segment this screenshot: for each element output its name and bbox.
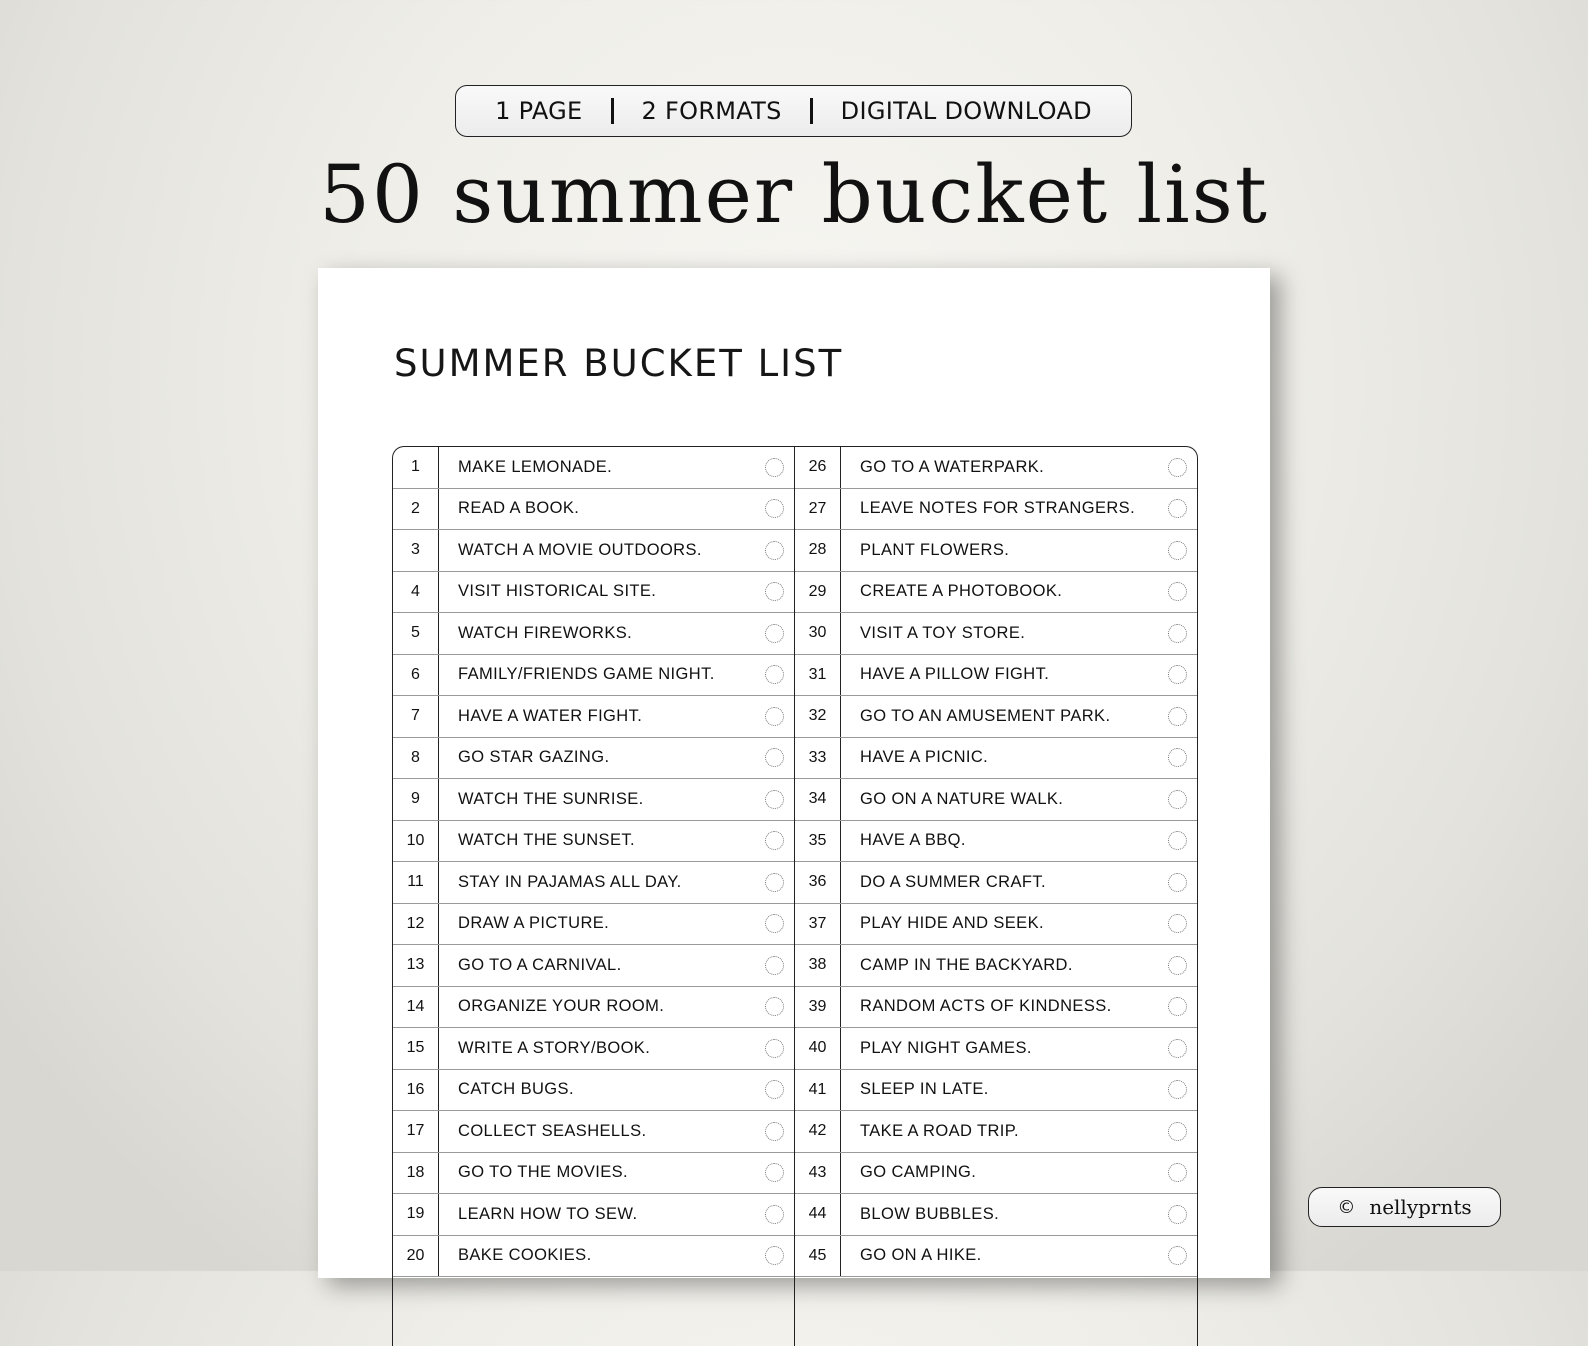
checkbox-circle-icon[interactable] (765, 956, 784, 975)
checkbox-circle-icon[interactable] (765, 1039, 784, 1058)
list-item (795, 987, 1197, 1029)
banner-pages: 1 PAGE (495, 97, 583, 125)
item-text: CREATE A PHOTOBOOK. (860, 582, 1063, 601)
item-number: 32 (795, 696, 841, 737)
list-item (393, 447, 794, 489)
item-number: 36 (795, 862, 841, 903)
banner-formats: 2 FORMATS (641, 97, 782, 125)
item-number: 42 (795, 1111, 841, 1152)
item-number: 37 (795, 904, 841, 945)
checkbox-circle-icon[interactable] (765, 624, 784, 643)
list-item (393, 904, 794, 946)
list-item (795, 696, 1197, 738)
item-text: COLLECT SEASHELLS. (458, 1121, 647, 1140)
item-number: 9 (393, 779, 439, 820)
item-number: 6 (393, 655, 439, 696)
credit-badge (1308, 1187, 1501, 1227)
checkbox-circle-icon[interactable] (1168, 914, 1187, 933)
list-item (795, 1153, 1197, 1195)
list-item (795, 1070, 1197, 1112)
item-text: GO ON A NATURE WALK. (860, 789, 1064, 808)
item-text: HAVE A WATER FIGHT. (458, 706, 643, 725)
item-number: 20 (393, 1236, 439, 1277)
item-text: GO ON A HIKE. (860, 1246, 982, 1265)
item-text: HAVE A BBQ. (860, 831, 966, 850)
checkbox-circle-icon[interactable] (1168, 790, 1187, 809)
item-text: GO TO A CARNIVAL. (458, 955, 622, 974)
banner-divider (810, 98, 813, 124)
item-text: VISIT HISTORICAL SITE. (458, 582, 657, 601)
checkbox-circle-icon[interactable] (1168, 458, 1187, 477)
item-text: PLAY NIGHT GAMES. (860, 1038, 1032, 1057)
item-text: GO TO A WATERPARK. (860, 457, 1045, 476)
item-text: HAVE A PILLOW FIGHT. (860, 665, 1050, 684)
item-text: WRITE A STORY/BOOK. (458, 1038, 651, 1057)
item-number: 7 (393, 696, 439, 737)
checkbox-circle-icon[interactable] (765, 665, 784, 684)
item-text: WATCH FIREWORKS. (458, 623, 633, 642)
item-text: STAY IN PAJAMAS ALL DAY. (458, 872, 682, 891)
item-text: GO CAMPING. (860, 1163, 977, 1182)
checkbox-circle-icon[interactable] (765, 582, 784, 601)
list-item (393, 1194, 794, 1236)
list-item (393, 987, 794, 1029)
list-item (393, 1028, 794, 1070)
item-number: 34 (795, 779, 841, 820)
checkbox-circle-icon[interactable] (765, 499, 784, 518)
item-number: 10 (393, 821, 439, 862)
sheet-title: SUMMER BUCKET LIST (394, 342, 844, 385)
checkbox-circle-icon[interactable] (1168, 997, 1187, 1016)
banner-divider (611, 98, 614, 124)
list-item (795, 779, 1197, 821)
list-item (393, 655, 794, 697)
item-text: GO STAR GAZING. (458, 748, 610, 767)
checkbox-circle-icon[interactable] (1168, 1080, 1187, 1099)
item-text: PLAY HIDE AND SEEK. (860, 914, 1044, 933)
item-text: SLEEP IN LATE. (860, 1080, 989, 1099)
list-item (393, 489, 794, 531)
item-number: 45 (795, 1236, 841, 1277)
checkbox-circle-icon[interactable] (765, 1122, 784, 1141)
item-text: WATCH A MOVIE OUTDOORS. (458, 540, 702, 559)
item-number: 12 (393, 904, 439, 945)
list-item (393, 1070, 794, 1112)
checkbox-circle-icon[interactable] (1168, 1122, 1187, 1141)
list-item (393, 779, 794, 821)
checkbox-circle-icon[interactable] (765, 1246, 784, 1265)
list-item (393, 738, 794, 780)
checkbox-circle-icon[interactable] (765, 458, 784, 477)
item-number: 3 (393, 530, 439, 571)
checkbox-circle-icon[interactable] (765, 831, 784, 850)
checkbox-circle-icon[interactable] (765, 1163, 784, 1182)
checkbox-circle-icon[interactable] (765, 707, 784, 726)
list-item (795, 1111, 1197, 1153)
item-number: 39 (795, 987, 841, 1028)
list-item (795, 904, 1197, 946)
item-text: ORGANIZE YOUR ROOM. (458, 997, 665, 1016)
item-number: 16 (393, 1070, 439, 1111)
list-item (795, 945, 1197, 987)
item-number: 38 (795, 945, 841, 986)
list-item (393, 1111, 794, 1153)
item-text: RANDOM ACTS OF KINDNESS. (860, 997, 1112, 1016)
item-text: GO TO THE MOVIES. (458, 1163, 629, 1182)
checkbox-circle-icon[interactable] (1168, 707, 1187, 726)
checkbox-circle-icon[interactable] (765, 1080, 784, 1099)
checkbox-circle-icon[interactable] (1168, 499, 1187, 518)
item-number: 27 (795, 489, 841, 530)
item-number: 1 (393, 447, 439, 488)
item-text: DO A SUMMER CRAFT. (860, 872, 1046, 891)
printable-sheet (318, 268, 1270, 1278)
item-number: 41 (795, 1070, 841, 1111)
checkbox-circle-icon[interactable] (1168, 1246, 1187, 1265)
checkbox-circle-icon[interactable] (765, 790, 784, 809)
list-item (795, 1194, 1197, 1236)
item-text: GO TO AN AMUSEMENT PARK. (860, 706, 1111, 725)
list-item (795, 738, 1197, 780)
item-number: 17 (393, 1111, 439, 1152)
banner-download: DIGITAL DOWNLOAD (840, 97, 1092, 125)
list-item (393, 1153, 794, 1195)
checkbox-circle-icon[interactable] (1168, 1163, 1187, 1182)
list-item (393, 945, 794, 987)
item-text: LEARN HOW TO SEW. (458, 1204, 638, 1223)
list-item (795, 489, 1197, 531)
checkbox-circle-icon[interactable] (765, 1205, 784, 1224)
item-number: 13 (393, 945, 439, 986)
item-text: WATCH THE SUNSET. (458, 831, 636, 850)
item-text: VISIT A TOY STORE. (860, 623, 1026, 642)
item-text: CAMP IN THE BACKYARD. (860, 955, 1073, 974)
checkbox-circle-icon[interactable] (765, 873, 784, 892)
checkbox-circle-icon[interactable] (1168, 582, 1187, 601)
list-item (795, 530, 1197, 572)
item-text: MAKE LEMONADE. (458, 457, 613, 476)
item-text: DRAW A PICTURE. (458, 914, 610, 933)
item-number: 30 (795, 613, 841, 654)
item-number: 40 (795, 1028, 841, 1069)
list-item (795, 572, 1197, 614)
list-item (393, 530, 794, 572)
checkbox-circle-icon[interactable] (765, 997, 784, 1016)
credit-name: nellyprnts (1369, 1195, 1472, 1219)
list-item (393, 862, 794, 904)
item-number: 31 (795, 655, 841, 696)
item-text: FAMILY/FRIENDS GAME NIGHT. (458, 665, 715, 684)
list-item (795, 821, 1197, 863)
item-text: PLANT FLOWERS. (860, 540, 1010, 559)
checkbox-circle-icon[interactable] (1168, 541, 1187, 560)
right-column (795, 447, 1197, 1346)
checkbox-circle-icon[interactable] (1168, 831, 1187, 850)
copyright-icon: © (1337, 1196, 1356, 1218)
list-item (795, 1028, 1197, 1070)
list-item (795, 447, 1197, 489)
item-text: WATCH THE SUNRISE. (458, 789, 644, 808)
list-item (795, 655, 1197, 697)
item-number: 43 (795, 1153, 841, 1194)
item-number: 33 (795, 738, 841, 779)
list-item (795, 613, 1197, 655)
item-number: 2 (393, 489, 439, 530)
checkbox-circle-icon[interactable] (1168, 1039, 1187, 1058)
checkbox-circle-icon[interactable] (1168, 956, 1187, 975)
list-item (393, 696, 794, 738)
checkbox-circle-icon[interactable] (765, 541, 784, 560)
left-column (393, 447, 795, 1346)
item-number: 14 (393, 987, 439, 1028)
checkbox-circle-icon[interactable] (1168, 1205, 1187, 1224)
item-text: BLOW BUBBLES. (860, 1204, 1000, 1223)
item-number: 28 (795, 530, 841, 571)
checkbox-circle-icon[interactable] (1168, 665, 1187, 684)
format-banner (455, 85, 1132, 137)
headline: 50 summer bucket list (319, 148, 1269, 241)
item-number: 19 (393, 1194, 439, 1235)
list-item (393, 821, 794, 863)
item-number: 15 (393, 1028, 439, 1069)
item-text: HAVE A PICNIC. (860, 748, 989, 767)
list-item (393, 572, 794, 614)
item-number: 18 (393, 1153, 439, 1194)
item-text: LEAVE NOTES FOR STRANGERS. (860, 499, 1136, 518)
item-number: 26 (795, 447, 841, 488)
bucket-list-table (392, 446, 1198, 1346)
checkbox-circle-icon[interactable] (1168, 873, 1187, 892)
item-number: 44 (795, 1194, 841, 1235)
item-number: 5 (393, 613, 439, 654)
list-item (795, 862, 1197, 904)
checkbox-circle-icon[interactable] (765, 914, 784, 933)
checkbox-circle-icon[interactable] (1168, 748, 1187, 767)
item-text: CATCH BUGS. (458, 1080, 574, 1099)
item-text: TAKE A ROAD TRIP. (860, 1121, 1020, 1140)
item-number: 8 (393, 738, 439, 779)
item-text: BAKE COOKIES. (458, 1246, 592, 1265)
item-number: 29 (795, 572, 841, 613)
item-number: 4 (393, 572, 439, 613)
item-number: 11 (393, 862, 439, 903)
item-text: READ A BOOK. (458, 499, 580, 518)
checkbox-circle-icon[interactable] (1168, 624, 1187, 643)
checkbox-circle-icon[interactable] (765, 748, 784, 767)
item-number: 35 (795, 821, 841, 862)
list-item (393, 613, 794, 655)
